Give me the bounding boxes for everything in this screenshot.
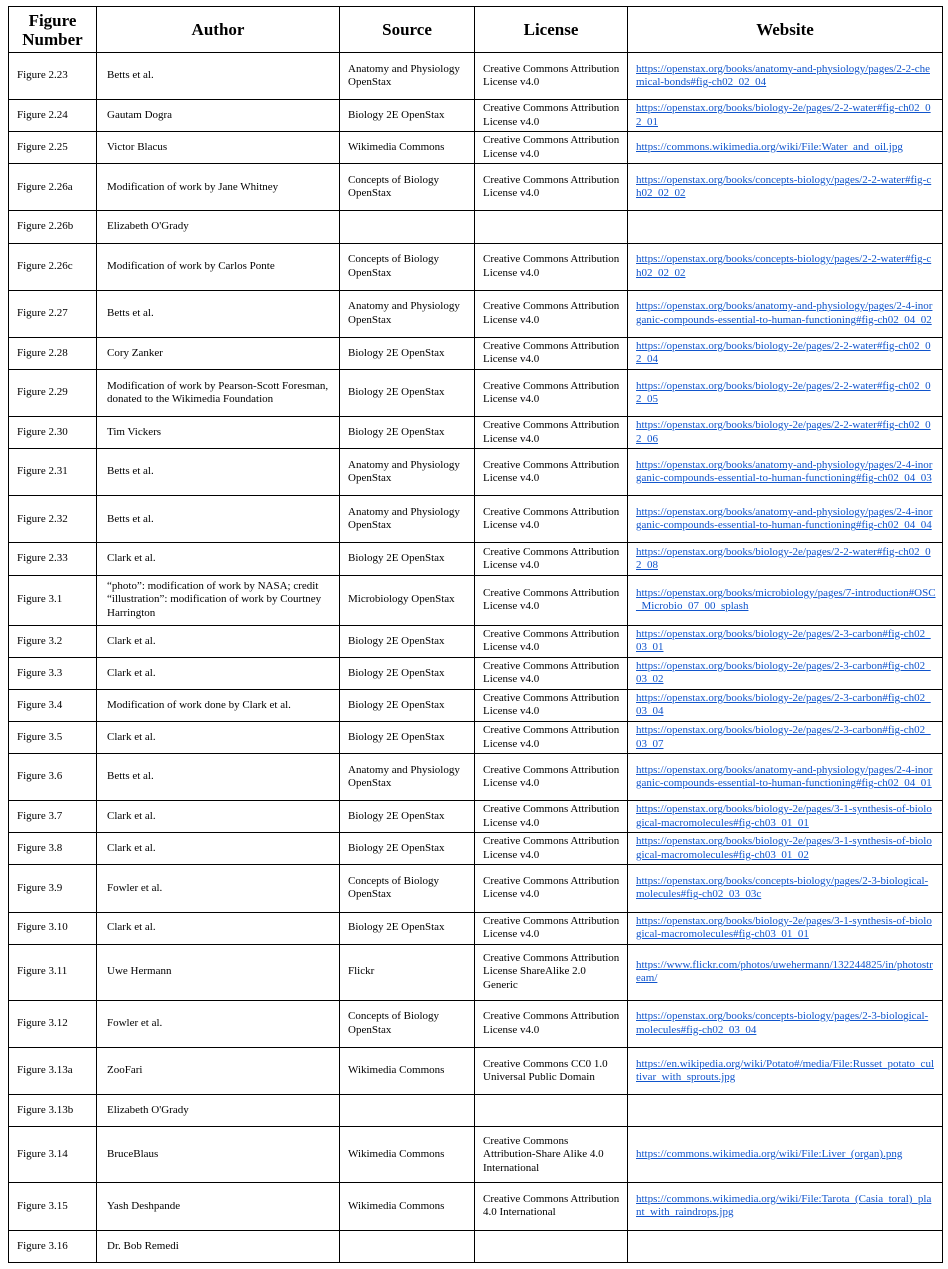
license-cell: Creative Commons Attribution License v4.0 [475,625,628,657]
figure-number-cell: Figure 3.12 [9,1000,97,1047]
author-cell: “photo”: modification of work by NASA; credit “illustration”: modification of work by Courtney Harrington [97,575,340,625]
source-cell: Biology 2E OpenStax [340,337,475,369]
table-row [9,657,943,689]
website-link[interactable]: https://openstax.org/books/biology-2e/pages/2-2-water#fig-ch02_02_06 [636,419,931,445]
table-row [9,369,943,416]
source-cell: Biology 2E OpenStax [340,543,475,575]
source-cell: Biology 2E OpenStax [340,100,475,132]
table-row [9,290,943,337]
website-link[interactable]: https://openstax.org/books/anatomy-and-physiology/pages/2-4-inorganic-compounds-essential-to-human-functioning#fig-ch02_04_03 [636,458,933,485]
table-body [9,53,943,1263]
table-row [9,337,943,369]
figure-number-cell: Figure 3.4 [9,689,97,721]
author-cell: Clark et al. [97,912,340,944]
table-row [9,100,943,132]
license-cell: Creative Commons Attribution License v4.0 [475,496,628,543]
license-cell: Creative Commons Attribution License v4.0 [475,164,628,211]
figure-number-cell: Figure 2.26c [9,243,97,290]
website-cell [628,865,943,912]
figure-number-cell: Figure 3.13a [9,1047,97,1094]
author-cell: Clark et al. [97,721,340,753]
license-cell: Creative Commons Attribution License v4.0 [475,417,628,449]
license-cell: Creative Commons Attribution License v4.0 [475,912,628,944]
license-cell: Creative Commons Attribution License v4.0 [475,833,628,865]
author-cell: Clark et al. [97,657,340,689]
author-cell: Gautam Dogra [97,100,340,132]
source-cell: Microbiology OpenStax [340,575,475,625]
license-cell: Creative Commons Attribution License v4.0 [475,243,628,290]
website-link[interactable]: https://openstax.org/books/biology-2e/pages/2-3-carbon#fig-ch02_03_01 [636,627,931,654]
website-link[interactable]: https://openstax.org/books/microbiology/pages/7-introduction#OSC_Microbio_07_00_splash [636,586,936,613]
source-cell: Biology 2E OpenStax [340,657,475,689]
figure-number-cell: Figure 3.1 [9,575,97,625]
license-cell: Creative Commons Attribution License v4.0 [475,689,628,721]
website-link[interactable]: https://commons.wikimedia.org/wiki/File:Tarota_(Casia_toral)_plant_with_raindrops.jpg [636,1192,932,1219]
header-license: License [475,7,628,53]
source-cell: Anatomy and Physiology OpenStax [340,290,475,337]
figure-number-cell: Figure 2.33 [9,543,97,575]
source-cell: Anatomy and Physiology OpenStax [340,496,475,543]
website-cell [628,290,943,337]
website-link[interactable]: https://openstax.org/books/concepts-biology/pages/2-3-biological-molecules#fig-ch02_03_04 [636,1010,929,1036]
license-cell: Creative Commons Attribution License ShareAlike 2.0 Generic [475,944,628,1000]
website-cell [628,1047,943,1094]
source-cell [340,1230,475,1263]
license-cell: Creative Commons Attribution License v4.0 [475,1000,628,1047]
license-cell: Creative Commons Attribution License v4.0 [475,575,628,625]
website-link[interactable]: https://openstax.org/books/biology-2e/pages/2-3-carbon#fig-ch02_03_04 [636,691,931,718]
website-link[interactable]: https://openstax.org/books/biology-2e/pages/2-2-water#fig-ch02_02_08 [636,545,931,571]
header-website: Website [628,7,943,53]
table-row [9,754,943,801]
header-author: Author [97,7,340,53]
website-cell [628,575,943,625]
source-cell: Wikimedia Commons [340,1183,475,1230]
website-cell [628,211,943,243]
table-row [9,243,943,290]
license-cell: Creative Commons Attribution License v4.0 [475,53,628,100]
website-cell [628,543,943,575]
table-row [9,449,943,496]
license-cell: Creative Commons Attribution License v4.0 [475,657,628,689]
table-row [9,833,943,865]
source-cell [340,1095,475,1127]
figure-number-cell: Figure 3.5 [9,721,97,753]
author-cell: Betts et al. [97,290,340,337]
website-cell [628,801,943,833]
website-link[interactable]: https://openstax.org/books/anatomy-and-physiology/pages/2-4-inorganic-compounds-essential-to-human-functioning#fig-ch02_04_02 [636,300,933,326]
source-cell: Biology 2E OpenStax [340,721,475,753]
website-cell [628,417,943,449]
table-row [9,1047,943,1094]
author-cell: Fowler et al. [97,1000,340,1047]
website-cell [628,689,943,721]
website-link[interactable]: https://openstax.org/books/concepts-biology/pages/2-2-water#fig-ch02_02_02 [636,173,932,200]
source-cell: Concepts of Biology OpenStax [340,164,475,211]
table-row [9,912,943,944]
figure-number-cell: Figure 3.15 [9,1183,97,1230]
author-cell: Modification of work done by Clark et al. [97,689,340,721]
website-cell [628,1230,943,1263]
license-cell: Creative Commons Attribution License v4.0 [475,132,628,164]
website-link[interactable]: https://www.flickr.com/photos/uwehermann/132244825/in/photostream/ [636,958,933,985]
source-cell: Biology 2E OpenStax [340,801,475,833]
website-cell [628,721,943,753]
website-cell [628,833,943,865]
table-row [9,944,943,1000]
source-cell: Flickr [340,944,475,1000]
figure-number-cell: Figure 3.3 [9,657,97,689]
figure-number-cell: Figure 2.24 [9,100,97,132]
license-cell: Creative Commons Attribution License v4.0 [475,865,628,912]
website-cell [628,100,943,132]
table-row [9,865,943,912]
website-link[interactable]: https://en.wikipedia.org/wiki/Potato#/media/File:Russet_potato_cultivar_with_sprouts.jpg [636,1057,934,1084]
website-cell [628,754,943,801]
website-cell [628,337,943,369]
source-cell: Concepts of Biology OpenStax [340,865,475,912]
header-row [9,7,943,53]
table-row [9,801,943,833]
source-cell: Biology 2E OpenStax [340,369,475,416]
license-cell: Creative Commons Attribution-Share Alike 4.0 International [475,1127,628,1183]
website-link[interactable]: https://openstax.org/books/biology-2e/pages/3-1-synthesis-of-biological-macromolecules#fig-ch03_01_02 [636,835,932,861]
license-cell: Creative Commons Attribution License v4.0 [475,337,628,369]
author-cell: Clark et al. [97,801,340,833]
website-link[interactable]: https://openstax.org/books/concepts-biology/pages/2-3-biological-molecules#fig-ch02_03_03c [636,874,929,901]
source-cell: Anatomy and Physiology OpenStax [340,53,475,100]
website-cell [628,369,943,416]
figure-number-cell: Figure 3.7 [9,801,97,833]
author-cell: ZooFari [97,1047,340,1094]
figure-number-cell: Figure 3.14 [9,1127,97,1183]
figure-number-cell: Figure 3.13b [9,1095,97,1127]
author-cell: Elizabeth O'Grady [97,1095,340,1127]
website-cell [628,449,943,496]
table-row [9,132,943,164]
figure-number-cell: Figure 3.9 [9,865,97,912]
license-cell: Creative Commons Attribution License v4.0 [475,369,628,416]
source-cell: Biology 2E OpenStax [340,625,475,657]
figure-number-cell: Figure 2.32 [9,496,97,543]
website-cell [628,1095,943,1127]
source-cell: Biology 2E OpenStax [340,689,475,721]
figure-number-cell: Figure 2.31 [9,449,97,496]
source-cell: Biology 2E OpenStax [340,833,475,865]
website-link[interactable]: https://openstax.org/books/anatomy-and-physiology/pages/2-2-chemical-bonds#fig-ch02_02_04 [636,62,930,89]
source-cell: Wikimedia Commons [340,132,475,164]
license-cell: Creative Commons Attribution License v4.0 [475,100,628,132]
table-row [9,1230,943,1263]
table-row [9,1127,943,1183]
author-cell: Elizabeth O'Grady [97,211,340,243]
author-cell: Modification of work by Pearson-Scott Foresman, donated to the Wikimedia Foundation [97,369,340,416]
website-link[interactable]: https://openstax.org/books/biology-2e/pages/2-2-water#fig-ch02_02_01 [636,102,931,128]
credits-table [8,6,943,1263]
license-cell [475,1230,628,1263]
author-cell: Clark et al. [97,833,340,865]
author-cell: Clark et al. [97,625,340,657]
figure-number-cell: Figure 2.26b [9,211,97,243]
author-cell: Cory Zanker [97,337,340,369]
license-cell [475,1095,628,1127]
figure-number-cell: Figure 2.27 [9,290,97,337]
website-link[interactable]: https://openstax.org/books/biology-2e/pages/2-2-water#fig-ch02_02_05 [636,379,931,405]
license-cell: Creative Commons Attribution License v4.0 [475,754,628,801]
author-cell: Yash Deshpande [97,1183,340,1230]
figure-number-cell: Figure 3.10 [9,912,97,944]
source-cell: Biology 2E OpenStax [340,912,475,944]
table-row [9,1000,943,1047]
figure-number-cell: Figure 3.16 [9,1230,97,1263]
source-cell [340,211,475,243]
license-cell: Creative Commons Attribution License v4.0 [475,543,628,575]
website-link[interactable]: https://openstax.org/books/anatomy-and-physiology/pages/2-4-inorganic-compounds-essential-to-human-functioning#fig-ch02_04_04 [636,505,933,532]
website-cell [628,1127,943,1183]
table-row [9,496,943,543]
source-cell: Wikimedia Commons [340,1047,475,1094]
source-cell: Anatomy and Physiology OpenStax [340,449,475,496]
license-cell: Creative Commons CC0 1.0 Universal Public Domain [475,1047,628,1094]
website-cell [628,164,943,211]
website-link[interactable]: https://commons.wikimedia.org/wiki/File:Liver_(organ).png [636,1148,903,1161]
source-cell: Concepts of Biology OpenStax [340,243,475,290]
website-cell [628,53,943,100]
website-link[interactable]: https://openstax.org/books/biology-2e/pages/2-2-water#fig-ch02_02_04 [636,339,931,366]
license-cell: Creative Commons Attribution License v4.0 [475,290,628,337]
website-link[interactable]: https://openstax.org/books/concepts-biology/pages/2-2-water#fig-ch02_02_02 [636,253,932,279]
figure-number-cell: Figure 2.29 [9,369,97,416]
header-source: Source [340,7,475,53]
figure-number-cell: Figure 3.2 [9,625,97,657]
website-cell [628,1183,943,1230]
figure-number-cell: Figure 3.8 [9,833,97,865]
figure-number-cell: Figure 2.23 [9,53,97,100]
license-cell: Creative Commons Attribution License v4.0 [475,721,628,753]
header-figure-number: Figure Number [9,7,97,53]
table-row [9,53,943,100]
website-cell [628,625,943,657]
website-link[interactable]: https://openstax.org/books/anatomy-and-physiology/pages/2-4-inorganic-compounds-essential-to-human-functioning#fig-ch02_04_01 [636,763,933,790]
source-cell: Anatomy and Physiology OpenStax [340,754,475,801]
website-link[interactable]: https://openstax.org/books/biology-2e/pages/3-1-synthesis-of-biological-macromolecules#fig-ch03_01_01 [636,914,932,941]
table-row [9,1183,943,1230]
author-cell: Uwe Hermann [97,944,340,1000]
author-cell: Dr. Bob Remedi [97,1230,340,1263]
author-cell: Tim Vickers [97,417,340,449]
table-row [9,575,943,625]
source-cell: Biology 2E OpenStax [340,417,475,449]
table-row [9,625,943,657]
table-row [9,211,943,243]
website-cell [628,243,943,290]
source-cell: Concepts of Biology OpenStax [340,1000,475,1047]
website-cell [628,496,943,543]
license-cell: Creative Commons Attribution License v4.0 [475,449,628,496]
figure-number-cell: Figure 2.30 [9,417,97,449]
figure-number-cell: Figure 2.28 [9,337,97,369]
license-cell: Creative Commons Attribution 4.0 International [475,1183,628,1230]
website-link[interactable]: https://openstax.org/books/biology-2e/pages/3-1-synthesis-of-biological-macromolecules#fig-ch03_01_01 [636,803,932,829]
website-cell [628,657,943,689]
table-row [9,689,943,721]
author-cell: Modification of work by Jane Whitney [97,164,340,211]
website-link[interactable]: https://openstax.org/books/biology-2e/pages/2-3-carbon#fig-ch02_03_02 [636,659,931,686]
table-row [9,1095,943,1127]
table-row [9,417,943,449]
table-row [9,164,943,211]
website-cell [628,132,943,164]
author-cell: Betts et al. [97,449,340,496]
author-cell: Victor Blacus [97,132,340,164]
figure-number-cell: Figure 2.25 [9,132,97,164]
source-cell: Wikimedia Commons [340,1127,475,1183]
website-link[interactable]: https://commons.wikimedia.org/wiki/File:Water_and_oil.jpg [636,141,903,154]
figure-number-cell: Figure 3.6 [9,754,97,801]
website-cell [628,944,943,1000]
author-cell: Betts et al. [97,53,340,100]
license-cell: Creative Commons Attribution License v4.0 [475,801,628,833]
author-cell: Betts et al. [97,496,340,543]
figure-number-cell: Figure 3.11 [9,944,97,1000]
author-cell: Betts et al. [97,754,340,801]
website-cell [628,912,943,944]
license-cell [475,211,628,243]
author-cell: Modification of work by Carlos Ponte [97,243,340,290]
website-link[interactable]: https://openstax.org/books/biology-2e/pages/2-3-carbon#fig-ch02_03_07 [636,724,931,750]
table-row [9,543,943,575]
author-cell: BruceBlaus [97,1127,340,1183]
table-row [9,721,943,753]
author-cell: Clark et al. [97,543,340,575]
website-cell [628,1000,943,1047]
author-cell: Fowler et al. [97,865,340,912]
figure-number-cell: Figure 2.26a [9,164,97,211]
